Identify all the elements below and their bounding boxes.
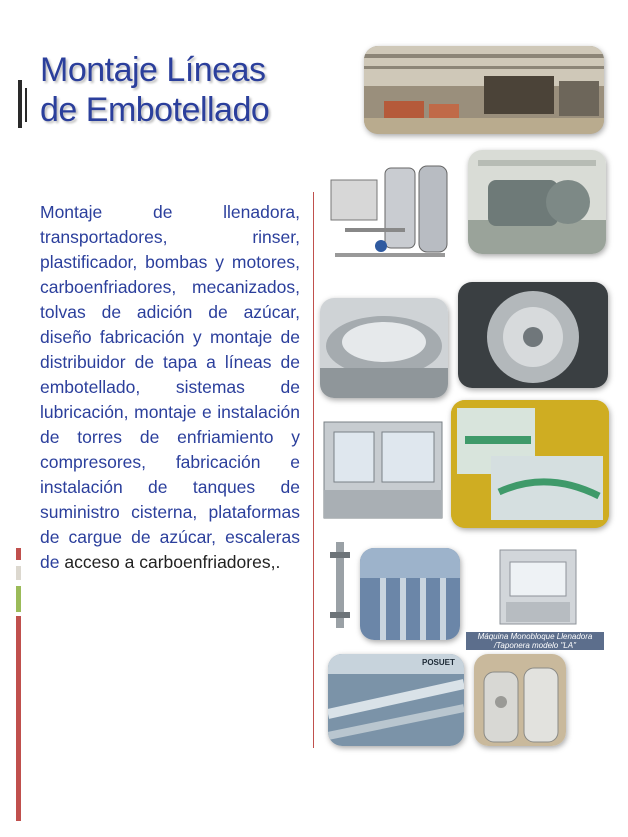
monobloc-filler-photo [470, 542, 602, 632]
enclosed-bottling-machine-photo [320, 414, 446, 526]
body-paragraph-main: Montaje de llenadora, transportadores, rinser, plastificador, bombas y motores, carboenfriadores, mecanizados, tolvas de adición de azúcar, diseño fabricación y montaje de distribuidor de tapa a líneas de embotellado, sistemas de lubricación, montaje e instalación de torres de enfriamiento y compresores, fabricación e instalación de tanques de suministro cisterna, plataformas de cargue de azúcar, escaleras de [40, 202, 300, 572]
page-title-line-1: Montaje Líneas [40, 51, 266, 89]
machine-caption-line-1: Máquina Monobloque Llenadora [477, 632, 593, 641]
column-divider [313, 192, 314, 748]
body-paragraph [40, 200, 300, 575]
machine-caption [466, 632, 604, 650]
side-accent-red-top [16, 548, 21, 560]
side-accent-gray [16, 566, 21, 580]
conveyor-bottles-photo [328, 654, 464, 746]
machine-caption-line-2: /Taponera modelo "LA" [494, 641, 576, 650]
compressor-photo [468, 150, 606, 254]
valve-pipe-photo [328, 542, 352, 628]
side-accent-red [16, 616, 21, 821]
rotary-filler-photo [320, 298, 448, 398]
factory-floor-photo [364, 46, 604, 134]
factory-sign-text: POSUET [422, 658, 455, 667]
body-paragraph-last-line: acceso a carboenfriadores,. [64, 552, 281, 572]
carousel-filler-photo [458, 282, 608, 388]
stainless-tanks-photo [474, 654, 566, 746]
filtration-equipment-photo [325, 158, 453, 264]
title-bar-decoration [18, 80, 22, 128]
page-title-line-2: de Embotellado [40, 91, 270, 129]
side-accent-green [16, 586, 21, 612]
conveyor-collage-photo [451, 400, 609, 528]
title-bar-decoration-inner [25, 88, 27, 122]
bottle-line-photo [360, 548, 460, 640]
page-title [40, 50, 330, 130]
